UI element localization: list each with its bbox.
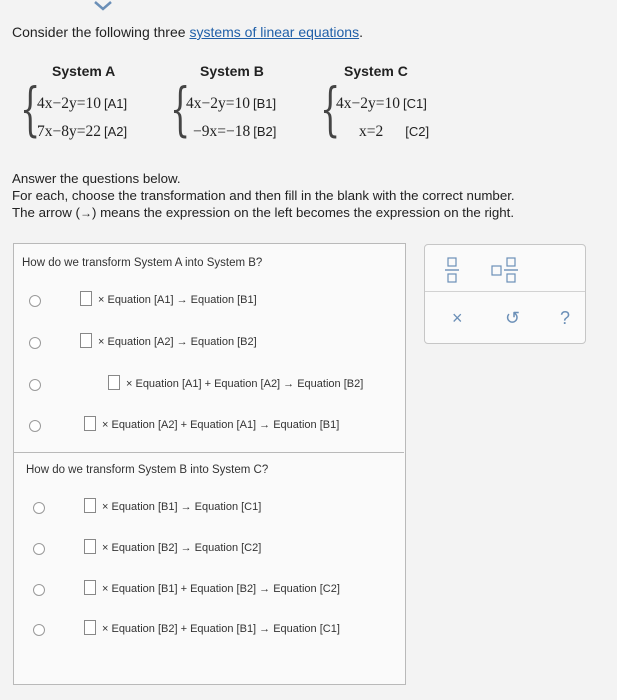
tool-palette-divider bbox=[425, 291, 585, 292]
q1-option-3-label: × Equation [A1] + Equation [A2] → Equation [B2] bbox=[126, 378, 364, 390]
help-icon[interactable]: ? bbox=[560, 308, 571, 328]
chevron-down-icon[interactable] bbox=[92, 0, 114, 12]
system-c-title: System C bbox=[344, 63, 408, 79]
instructions-line-1: Answer the questions below. bbox=[12, 171, 181, 186]
q1-option-2-radio[interactable] bbox=[29, 337, 41, 349]
q2-option-3-blank[interactable] bbox=[84, 580, 96, 595]
instructions bbox=[12, 170, 515, 222]
instructions-line-3: The arrow (→) means the expression on the left becomes the expression on the right. bbox=[12, 205, 515, 220]
q2-option-4-label: × Equation [B2] + Equation [B1] → Equation [C1] bbox=[102, 623, 340, 635]
mixed-number-icon[interactable] bbox=[491, 257, 521, 283]
q2-option-1-blank[interactable] bbox=[84, 498, 96, 513]
q1-option-3-blank[interactable] bbox=[108, 375, 120, 390]
equation-c1: 4x−2y=10 [C1] bbox=[336, 95, 427, 112]
q2-option-3-radio[interactable] bbox=[33, 584, 45, 596]
q2-option-2-radio[interactable] bbox=[33, 543, 45, 555]
q1-option-2-label: × Equation [A2] → Equation [B2] bbox=[98, 336, 257, 348]
q2-option-3-label: × Equation [B1] + Equation [B2] → Equation [C2] bbox=[102, 583, 340, 595]
q2-option-1-radio[interactable] bbox=[33, 502, 45, 514]
q1-option-4-blank[interactable] bbox=[84, 416, 96, 431]
q1-option-1-blank[interactable] bbox=[80, 291, 92, 306]
fraction-icon[interactable] bbox=[443, 257, 461, 283]
question-divider bbox=[13, 452, 404, 453]
systems-of-linear-equations-link[interactable]: systems of linear equations bbox=[189, 24, 360, 40]
question-2-prompt: How do we transform System B into System C? bbox=[26, 464, 269, 476]
q2-option-2-label: × Equation [B2] → Equation [C2] bbox=[102, 542, 262, 554]
equation-a1: 4x−2y=10 [A1] bbox=[37, 95, 128, 112]
undo-icon[interactable]: ↺ bbox=[505, 308, 521, 328]
q1-option-4-label: × Equation [A2] + Equation [A1] → Equation [B1] bbox=[102, 419, 340, 431]
q2-option-2-blank[interactable] bbox=[84, 539, 96, 554]
equation-a2: 7x−8y=22 [A2] bbox=[37, 123, 128, 140]
system-b-title: System B bbox=[200, 63, 264, 79]
q2-option-4-blank[interactable] bbox=[84, 620, 96, 635]
instructions-line-2: For each, choose the transformation and then fill in the blank with the correct number. bbox=[12, 188, 515, 203]
q2-option-4-radio[interactable] bbox=[33, 624, 45, 636]
question-1-prompt: How do we transform System A into System B? bbox=[22, 257, 263, 269]
q1-option-3-radio[interactable] bbox=[29, 379, 41, 391]
q1-option-4-radio[interactable] bbox=[29, 420, 41, 432]
q1-option-1-label: × Equation [A1] → Equation [B1] bbox=[98, 294, 257, 306]
system-a-title: System A bbox=[52, 63, 116, 79]
system-a-brace: { bbox=[20, 75, 41, 143]
clear-icon[interactable]: × bbox=[452, 308, 463, 328]
arrow-icon: → bbox=[79, 206, 92, 220]
system-c-brace: { bbox=[320, 75, 341, 143]
q1-option-2-blank[interactable] bbox=[80, 333, 92, 348]
equation-c2: x=2 [C2] bbox=[359, 123, 430, 140]
system-b-brace: { bbox=[170, 75, 191, 143]
intro-text: Consider the following three systems of linear equations. bbox=[12, 24, 363, 40]
q2-option-1-label: × Equation [B1] → Equation [C1] bbox=[102, 501, 262, 513]
equation-b2: −9x=−18 [B2] bbox=[193, 123, 277, 140]
equation-b1: 4x−2y=10 [B1] bbox=[186, 95, 277, 112]
q1-option-1-radio[interactable] bbox=[29, 295, 41, 307]
